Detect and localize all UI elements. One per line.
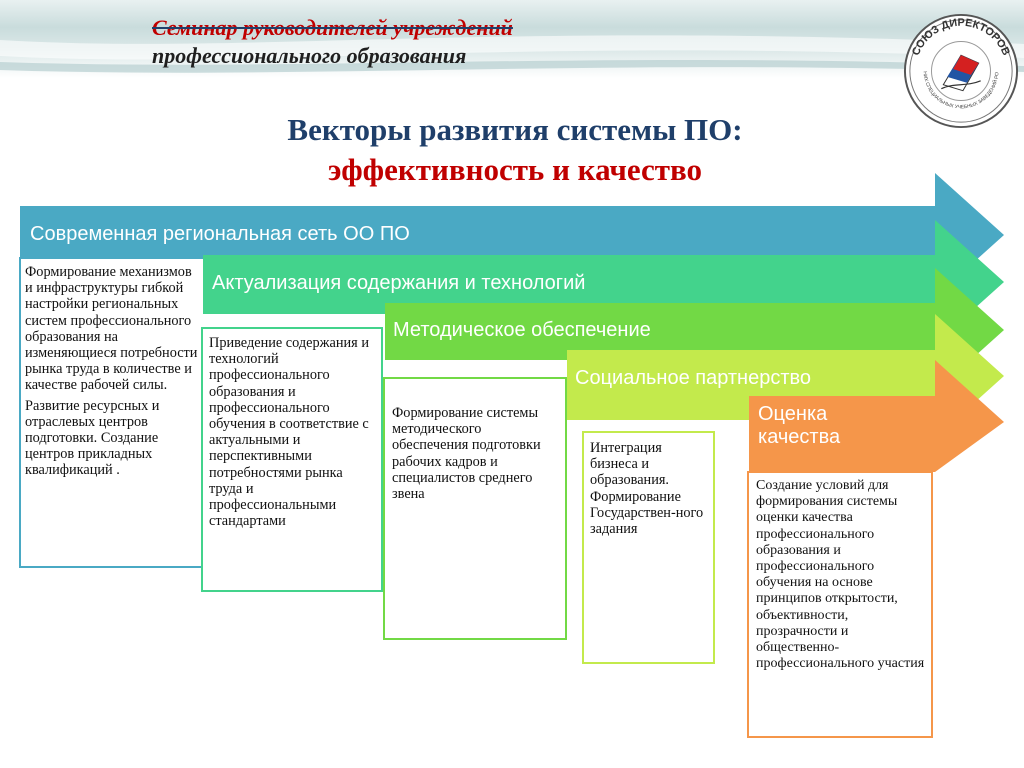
description-paragraph: Развитие ресурсных и отраслевых центров подготовки. Создание центров прикладных квалификаций . [25, 397, 160, 479]
vector-label-regional-network: Современная региональная сеть ОО ПО [30, 223, 410, 245]
page-title: Векторы развития системы ПО: [287, 112, 743, 147]
seminar-title-line1: Семинар руководителей учреждений [152, 15, 513, 40]
description-paragraph: Формирование механизмов и инфраструктуры гибкой настройки региональных систем профессионального образования на изменяющиеся потребности рынка труда в количестве и качестве рабочей силы. [25, 264, 198, 394]
seminar-title [152, 14, 513, 70]
vector-label-quality-line2: качества [758, 426, 841, 448]
description-paragraph: Интеграция бизнеса и образования. Формирование Государствен-ного задания [590, 440, 704, 538]
description-paragraph: Создание условий для формирования системы оценки качества профессионального образования и профессионального обучения на основе принципов открытости, объективности, прозрачности и общественно-профессионального участия [756, 478, 925, 672]
description-paragraph: Формирование системы методического обеспечения подготовки рабочих кадров и специалистов среднего звена [392, 405, 541, 503]
vector-description-regional-network [19, 257, 203, 568]
vector-label-content-update: Актуализация содержания и технологий [212, 272, 586, 294]
vector-label-quality-assessment [758, 403, 840, 449]
seminar-title-line2: профессионального образования [152, 43, 467, 68]
vector-label-social-partnership: Социальное партнерство [575, 367, 812, 389]
vector-description-quality-assessment [747, 471, 933, 738]
vector-description-content-update [201, 327, 383, 592]
union-of-directors-logo [902, 12, 1020, 130]
description-paragraph: Приведение содержания и технологий профессионального образования и профессионального обучения в соответствие с актуальными и перспективными потребностями рынка труда и профессиональными стандартами [209, 335, 369, 530]
logo-ring-text: НИХ СПЕЦИАЛЬНЫХ УЧЕБНЫХ ЗАВЕДЕНИЙ РО [921, 71, 1001, 111]
vector-description-methodical-support [383, 377, 567, 640]
vector-label-quality-line1: Оценка [758, 403, 828, 425]
page-subtitle: эффективность и качество [328, 152, 702, 187]
vector-label-methodical-support: Методическое обеспечение [393, 319, 651, 341]
logo-text: СОЮЗ ДИРЕКТОРОВ [909, 16, 1013, 58]
vector-description-social-partnership [582, 431, 715, 664]
